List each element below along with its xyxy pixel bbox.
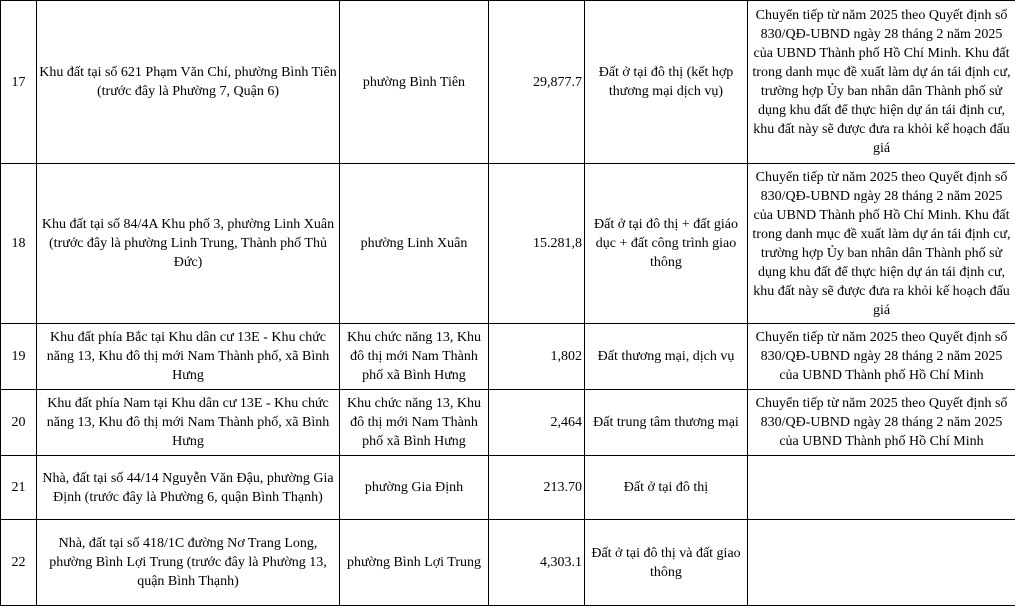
table-row: [1, 164, 1015, 324]
land-area: 15.281,8: [489, 164, 585, 324]
land-use-purpose: Đất trung tâm thương mại: [585, 390, 748, 456]
land-area: 29,877.7: [489, 1, 585, 164]
land-use-purpose: Đất thương mại, dịch vụ: [585, 324, 748, 390]
row-number: 18: [1, 164, 37, 324]
row-number: 19: [1, 324, 37, 390]
row-number: 21: [1, 456, 37, 520]
table-row: [1, 390, 1015, 456]
ward-name: phường Gia Định: [340, 456, 489, 520]
table-row: [1, 456, 1015, 520]
land-location: Nhà, đất tại số 418/1C đường Nơ Trang Long, phường Bình Lợi Trung (trước đây là Phường 13, quận Bình Thạnh): [37, 520, 340, 606]
note: [748, 520, 1015, 606]
land-location: Nhà, đất tại số 44/14 Nguyễn Văn Đậu, phường Gia Định (trước đây là Phường 6, quận Bình Thạnh): [37, 456, 340, 520]
land-location: Khu đất phía Bắc tại Khu dân cư 13E - Khu chức năng 13, Khu đô thị mới Nam Thành phố, xã Bình Hưng: [37, 324, 340, 390]
table-row: [1, 1, 1015, 164]
row-number: 22: [1, 520, 37, 606]
note: Chuyển tiếp từ năm 2025 theo Quyết định số 830/QĐ-UBND ngày 28 tháng 2 năm 2025 của UBND Thành phố Hồ Chí Minh: [748, 324, 1015, 390]
ward-name: phường Linh Xuân: [340, 164, 489, 324]
land-location: Khu đất tại số 84/4A Khu phố 3, phường Linh Xuân (trước đây là phường Linh Trung, Thành phố Thủ Đức): [37, 164, 340, 324]
land-location: Khu đất tại số 621 Phạm Văn Chí, phường Bình Tiên (trước đây là Phường 7, Quận 6): [37, 1, 340, 164]
ward-name: Khu chức năng 13, Khu đô thị mới Nam Thành phố xã Bình Hưng: [340, 324, 489, 390]
ward-name: Khu chức năng 13, Khu đô thị mới Nam Thành phố xã Bình Hưng: [340, 390, 489, 456]
ward-name: phường Bình Lợi Trung: [340, 520, 489, 606]
land-use-purpose: Đất ở tại đô thị và đất giao thông: [585, 520, 748, 606]
land-location: Khu đất phía Nam tại Khu dân cư 13E - Khu chức năng 13, Khu đô thị mới Nam Thành phố, xã Bình Hưng: [37, 390, 340, 456]
note: Chuyển tiếp từ năm 2025 theo Quyết định số 830/QĐ-UBND ngày 28 tháng 2 năm 2025 của UBND Thành phố Hồ Chí Minh. Khu đất trong danh mục đề xuất làm dự án tái định cư, trường hợp Ủy ban nhân dân Thành phố sử dụng khu đất để thực hiện dự án tái định cư, khu đất này sẽ được đưa ra khỏi kế hoạch đấu giá: [748, 164, 1015, 324]
table-row: [1, 324, 1015, 390]
land-area: 4,303.1: [489, 520, 585, 606]
row-number: 20: [1, 390, 37, 456]
land-area: 1,802: [489, 324, 585, 390]
ward-name: phường Bình Tiên: [340, 1, 489, 164]
row-number: 17: [1, 1, 37, 164]
land-use-purpose: Đất ở tại đô thị (kết hợp thương mại dịch vụ): [585, 1, 748, 164]
note: Chuyển tiếp từ năm 2025 theo Quyết định số 830/QĐ-UBND ngày 28 tháng 2 năm 2025 của UBND Thành phố Hồ Chí Minh. Khu đất trong danh mục đề xuất làm dự án tái định cư, trường hợp Ủy ban nhân dân Thành phố sử dụng khu đất để thực hiện dự án tái định cư, khu đất này sẽ được đưa ra khỏi kế hoạch đấu giá: [748, 1, 1015, 164]
table-row: [1, 520, 1015, 606]
note: [748, 456, 1015, 520]
land-use-purpose: Đất ở tại đô thị: [585, 456, 748, 520]
land-use-purpose: Đất ở tại đô thị + đất giáo dục + đất công trình giao thông: [585, 164, 748, 324]
note: Chuyển tiếp từ năm 2025 theo Quyết định số 830/QĐ-UBND ngày 28 tháng 2 năm 2025 của UBND Thành phố Hồ Chí Minh: [748, 390, 1015, 456]
land-area: 2,464: [489, 390, 585, 456]
land-area: 213.70: [489, 456, 585, 520]
